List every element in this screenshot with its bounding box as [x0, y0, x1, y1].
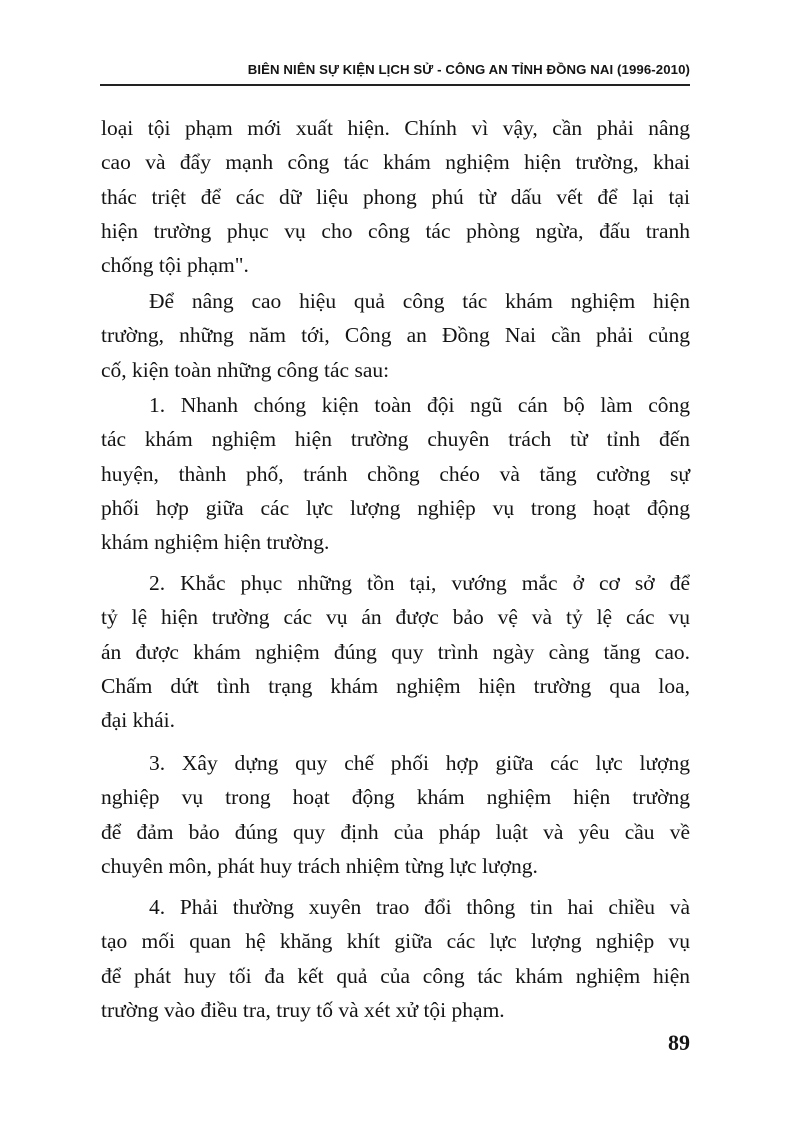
text-line: cao và đẩy mạnh công tác khám nghiệm hiện trường, khai: [101, 150, 690, 175]
text-line: Để nâng cao hiệu quả công tác khám nghiệm hiện: [149, 289, 690, 313]
text-line: hiện trường phục vụ cho công tác phòng ngừa, đấu tranh: [101, 218, 690, 243]
text-line: tác khám nghiệm hiện trường chuyên trách từ tỉnh đến: [101, 427, 690, 452]
text-line: 1. Nhanh chóng kiện toàn đội ngũ cán bộ làm công: [149, 393, 690, 417]
text-line: để đảm bảo đúng quy định của pháp luật và yêu cầu về: [101, 819, 690, 844]
text-line: án được khám nghiệm đúng quy trình ngày càng tăng cao.: [101, 639, 690, 664]
text-line: nghiệp vụ trong hoạt động khám nghiệm hiện trường: [101, 785, 690, 810]
text-line: cố, kiện toàn những công tác sau:: [101, 357, 390, 382]
text-line: tỷ lệ hiện trường các vụ án được bảo vệ và tỷ lệ các vụ: [101, 605, 690, 630]
text-line: để phát huy tối đa kết quả của công tác khám nghiệm hiện: [101, 963, 690, 988]
text-line: chuyên môn, phát huy trách nhiệm từng lực lượng.: [101, 853, 538, 878]
text-line: chống tội phạm".: [101, 253, 249, 278]
running-title: BIÊN NIÊN SỰ KIỆN LỊCH SỬ - CÔNG AN TỈNH ĐỒNG NAI (1996-2010): [247, 62, 690, 77]
text-line: loại tội phạm mới xuất hiện. Chính vì vậy, cần phải nâng: [101, 116, 690, 140]
text-line: khám nghiệm hiện trường.: [101, 530, 330, 555]
paragraph: [101, 388, 690, 559]
text-line: 3. Xây dựng quy chế phối hợp giữa các lực lượng: [149, 751, 690, 775]
text-line: đại khái.: [101, 708, 176, 733]
text-line: 4. Phải thường xuyên trao đổi thông tin hai chiều và: [149, 895, 690, 919]
running-header: [100, 58, 690, 86]
paragraph: [101, 284, 690, 387]
text-line: 2. Khắc phục những tồn tại, vướng mắc ở cơ sở để: [149, 571, 690, 595]
text-line: phối hợp giữa các lực lượng nghiệp vụ trong hoạt động: [101, 495, 690, 520]
paragraph: [101, 746, 690, 883]
text-line: trường vào điều tra, truy tố và xét xử tội phạm.: [101, 997, 505, 1022]
text-line: tạo mối quan hệ khăng khít giữa các lực lượng nghiệp vụ: [101, 929, 690, 954]
paragraph: [101, 566, 690, 737]
text-line: thác triệt để các dữ liệu phong phú từ dấu vết để lại tại: [101, 184, 690, 209]
text-line: huyện, thành phố, tránh chồng chéo và tăng cường sự: [101, 461, 690, 486]
paragraph: [101, 111, 690, 282]
paragraph: [101, 890, 690, 1027]
text-line: Chấm dứt tình trạng khám nghiệm hiện trường qua loa,: [101, 673, 690, 698]
text-line: trường, những năm tới, Công an Đồng Nai cần phải củng: [101, 323, 690, 348]
page-number: 89: [668, 1030, 690, 1055]
